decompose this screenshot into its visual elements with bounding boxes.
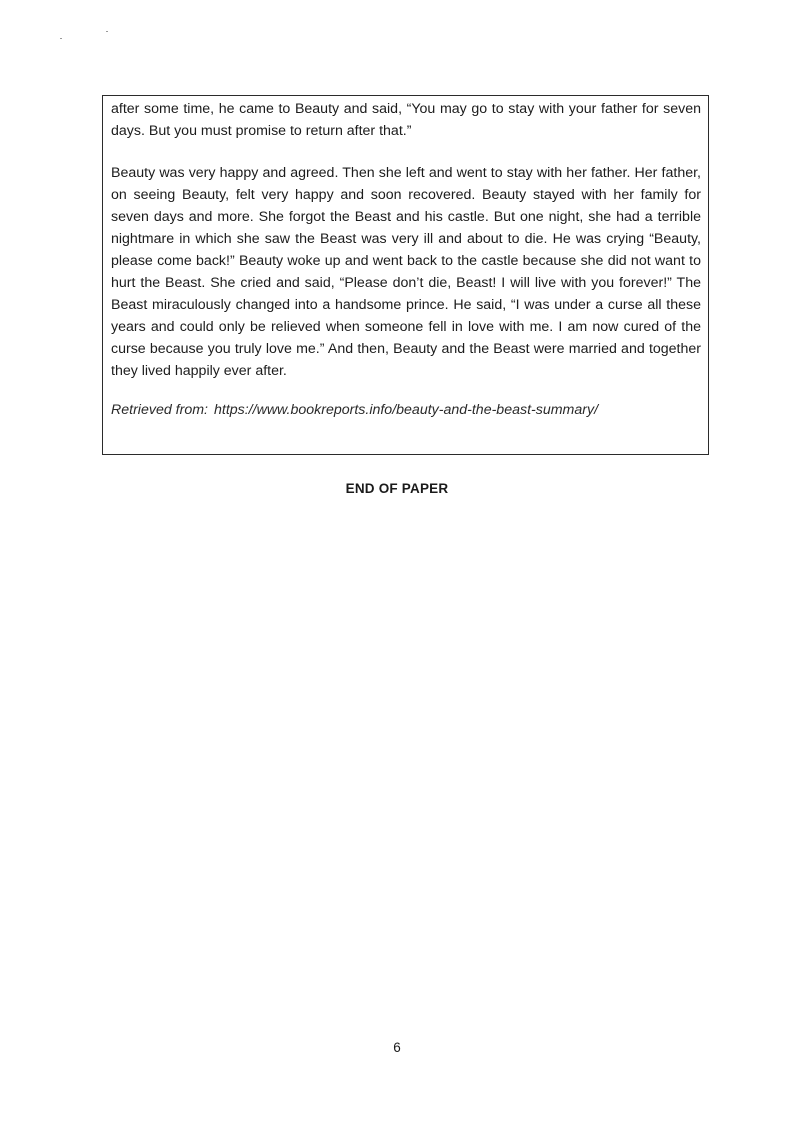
- source-url: https://www.bookreports.info/beauty-and-the-beast-summary/: [213, 402, 599, 418]
- source-citation: [111, 399, 701, 421]
- end-of-paper-label: END OF PAPER: [345, 481, 449, 496]
- passage-box: [102, 95, 709, 455]
- scan-speck: [106, 31, 108, 32]
- page-number: 6: [393, 1040, 401, 1055]
- scan-speck: [60, 38, 62, 39]
- passage-paragraph-2: Beauty was very happy and agreed. Then she left and went to stay with her father. Her father, on seeing Beauty, felt very happy and soon recovered. Beauty stayed with her family for seven days and more. She forgot the Beast and his castle. But one night, she had a terrible nightmare in which she saw the Beast was very ill and about to die. He was crying “Beauty, please come back!” Beauty woke up and went back to the castle because she did not want to hurt the Beast. She cried and said, “Please don’t die, Beast! I will live with you forever!” The Beast miraculously changed into a handsome prince. He said, “I was under a curse all these years and could only be relieved when someone fell in love with me. I am now cured of the curse because you truly love me.” And then, Beauty and the Beast were married and together they lived happily ever after.: [111, 165, 701, 379]
- source-label: Retrieved from:: [111, 402, 208, 418]
- passage-paragraph-1: after some time, he came to Beauty and said, “You may go to stay with your father for seven days. But you must promise to return after that.”: [111, 101, 701, 139]
